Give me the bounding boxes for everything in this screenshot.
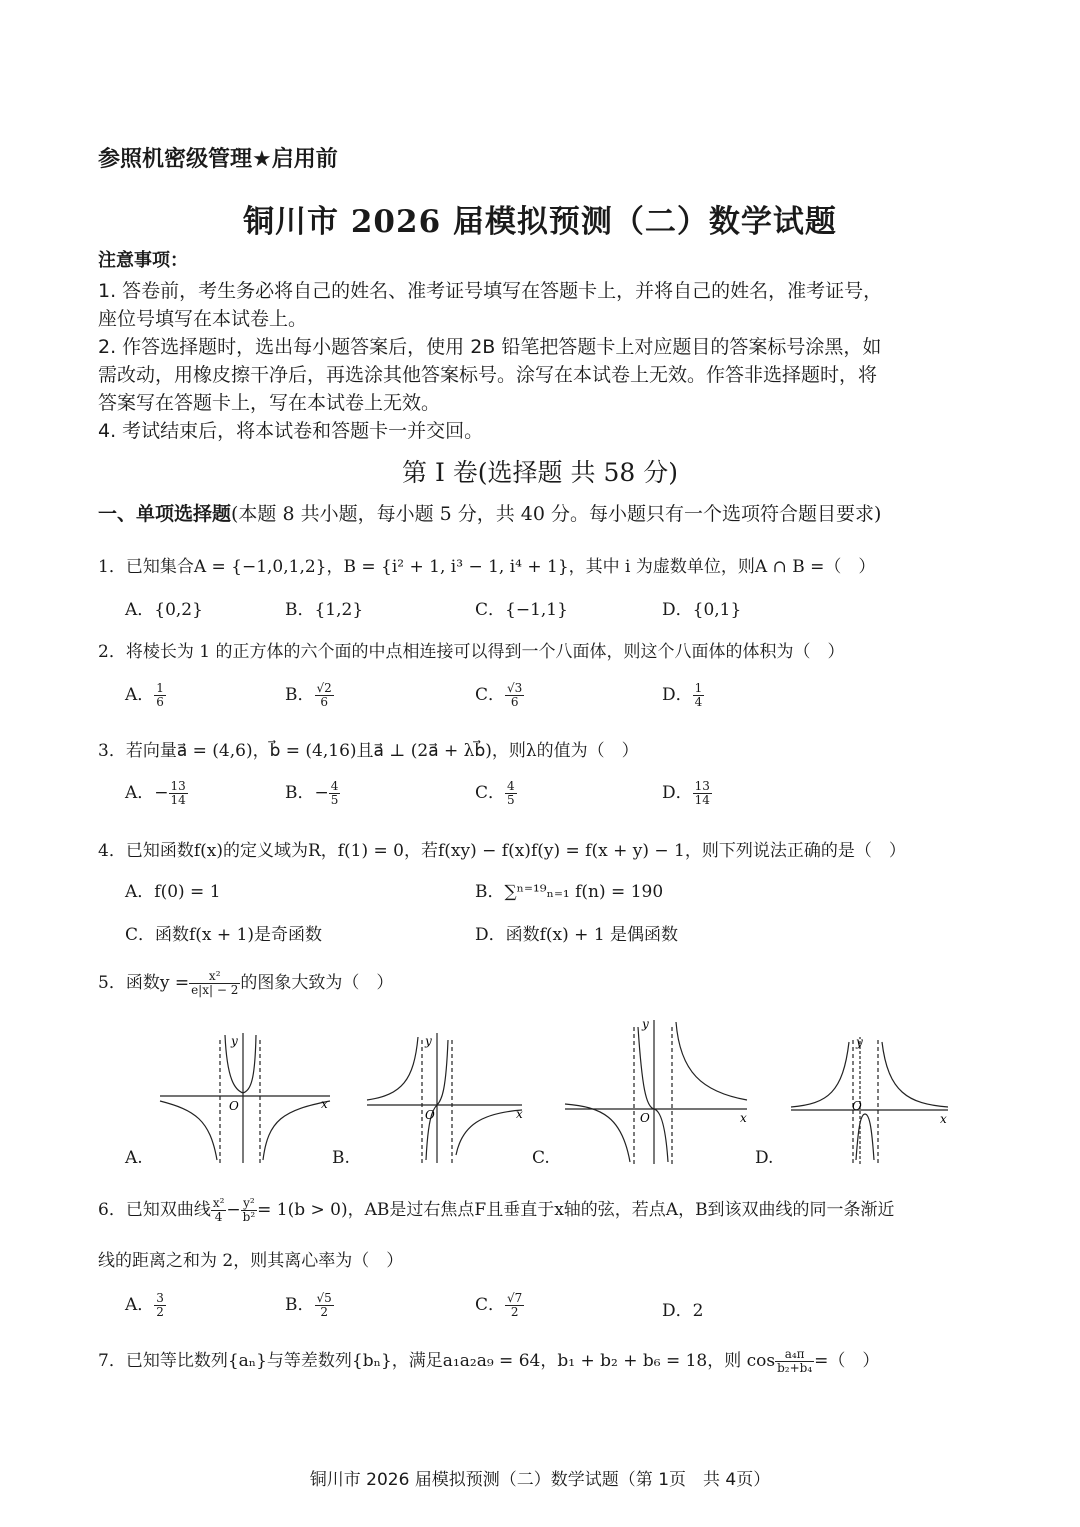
question-6-line2: 线的距离之和为 2，则其离心率为（ ） — [98, 1251, 404, 1271]
q5-option-c: C. — [532, 1148, 550, 1168]
numerator: 13 — [694, 779, 710, 793]
origin-label: O — [229, 1099, 239, 1113]
q1-option-d: D．{0,1} — [662, 600, 742, 620]
denominator: 14 — [170, 793, 186, 807]
graph-b — [362, 1025, 532, 1165]
q6-option-d: D．2 — [662, 1301, 704, 1321]
q3-option-b — [285, 778, 340, 807]
q2-option-a — [125, 680, 166, 709]
numerator: √5 — [316, 1291, 332, 1305]
q4-option-c: C．函数f(x + 1)是奇函数 — [125, 925, 323, 945]
denominator: 4 — [214, 1210, 223, 1224]
fraction — [505, 780, 517, 807]
denominator: 6 — [510, 695, 519, 709]
q7-suffix: =（ ） — [814, 1351, 880, 1371]
option-label: B．− — [285, 783, 329, 803]
denominator: e|x| − 2 — [191, 983, 239, 997]
q1-option-c: C．{−1,1} — [475, 600, 568, 620]
question-7 — [98, 1346, 879, 1375]
section-title: 一、单项选择题 — [98, 503, 232, 525]
y-axis-label: y — [425, 1034, 432, 1048]
notice-line: 答案写在答题卡上，写在本试卷上无效。 — [98, 392, 441, 414]
q4-option-a: A．f(0) = 1 — [125, 882, 221, 902]
option-label: C． — [475, 1295, 506, 1315]
q1-option-b: B．{1,2} — [285, 600, 364, 620]
fraction — [693, 780, 712, 807]
q3-option-d — [662, 778, 712, 807]
fraction — [154, 1292, 166, 1319]
numerator: x² — [212, 1196, 225, 1210]
numerator: 3 — [156, 1291, 164, 1305]
denominator: 2 — [156, 1305, 164, 1319]
q5-prefix: 5．函数y = — [98, 973, 190, 993]
fraction — [775, 1348, 814, 1375]
q6-suffix: = 1(b > 0)，AB是过右焦点F且垂直于x轴的弦，若点A，B到该双曲线的同一条渐近 — [257, 1200, 895, 1220]
x-axis-label: x — [516, 1107, 523, 1121]
section-desc: (本题 8 共小题，每小题 5 分，共 40 分。每小题只有一个选项符合题目要求) — [231, 503, 882, 525]
numerator: √7 — [507, 1291, 523, 1305]
numerator: x² — [189, 970, 240, 984]
notice-heading: 注意事项： — [98, 250, 188, 271]
origin-label: O — [425, 1108, 435, 1122]
y-axis-label: y — [642, 1017, 649, 1031]
numerator: 13 — [170, 779, 186, 793]
x-axis-label: x — [740, 1111, 747, 1125]
question-5 — [98, 968, 393, 997]
fraction — [329, 780, 341, 807]
question-6 — [98, 1195, 895, 1224]
q6-option-b — [285, 1290, 334, 1319]
option-label: C． — [475, 783, 506, 803]
option-label: D． — [662, 783, 693, 803]
numerator: √3 — [507, 681, 523, 695]
notice-line: 座位号填写在本试卷上。 — [98, 308, 308, 330]
fraction — [169, 780, 188, 807]
notice-line: 4. 考试结束后，将本试卷和答题卡一并交回。 — [98, 420, 484, 442]
option-label: B． — [285, 685, 315, 705]
notice-line: 2. 作答选择题时，选出每小题答案后，使用 2B 铅笔把答题卡上对应题目的答案标号涂黑，如 — [98, 336, 882, 358]
denominator: 2 — [510, 1305, 519, 1319]
x-axis-label: x — [321, 1097, 328, 1111]
fraction — [693, 682, 705, 709]
q6-prefix: 6．已知双曲线 — [98, 1200, 211, 1220]
q3-option-a — [125, 778, 188, 807]
q2-option-d — [662, 680, 704, 709]
question-1: 1．已知集合A = {−1,0,1,2}，B = {i² + 1, i³ − 1, i⁴ + 1}，其中 i 为虚数单位，则A ∩ B =（ ） — [98, 557, 876, 577]
notice-line: 需改动，用橡皮擦干净后，再选涂其他答案标号。涂写在本试卷上无效。作答非选择题时，将 — [98, 364, 878, 386]
option-label: C． — [475, 685, 506, 705]
q5-option-b: B. — [332, 1148, 350, 1168]
volume-heading: 第 I 卷(选择题 共 58 分) — [402, 458, 678, 487]
option-label: D． — [662, 685, 693, 705]
confidentiality-note: 参照机密级管理★启用前 — [98, 147, 338, 172]
fraction — [315, 682, 334, 709]
section-heading — [98, 499, 881, 526]
fraction — [189, 970, 240, 997]
graph-a — [155, 1025, 340, 1165]
denominator: 4 — [694, 695, 703, 709]
denominator: 6 — [320, 695, 328, 709]
q6-option-c — [475, 1290, 524, 1319]
q5-option-d: D. — [755, 1148, 774, 1168]
x-axis-label: x — [940, 1112, 947, 1126]
numerator: 4 — [507, 779, 515, 793]
q4-option-b: B．∑ⁿ⁼¹⁹ₙ₌₁ f(n) = 190 — [475, 882, 664, 902]
q6-option-a — [125, 1290, 166, 1319]
q7-prefix: 7．已知等比数列{aₙ}与等差数列{bₙ}，满足a₁a₂a₉ = 64，b₁ + b₂ + b₆ = 18，则 cos — [98, 1351, 776, 1371]
y-axis-label: y — [231, 1034, 238, 1048]
fraction — [154, 682, 166, 709]
q5-option-a: A. — [125, 1148, 143, 1168]
numerator: 1 — [694, 681, 703, 695]
question-3: 3．若向量a⃗ = (4,6)，b⃗ = (4,16)且a⃗ ⊥ (2a⃗ + λb⃗)，则λ的值为（ ） — [98, 741, 639, 761]
q2-option-c — [475, 680, 524, 709]
denominator: 5 — [330, 793, 339, 807]
denominator: b² — [242, 1210, 256, 1224]
question-2: 2．将棱长为 1 的正方体的六个面的中点相连接可以得到一个八面体，则这个八面体的体积为（ ） — [98, 642, 845, 662]
numerator: y² — [241, 1197, 258, 1211]
q2-option-b — [285, 680, 334, 709]
option-label: A．− — [125, 783, 169, 803]
q3-option-c — [475, 778, 517, 807]
denominator: b₂+b₄ — [777, 1361, 813, 1375]
option-label: A． — [125, 685, 155, 705]
denominator: 2 — [320, 1305, 328, 1319]
page-footer: 铜川市 2026 届模拟预测（二）数学试题（第 1页 共 4页） — [309, 1470, 771, 1490]
fraction — [241, 1197, 258, 1224]
exam-title: 铜川市 2026 届模拟预测（二）数学试题 — [243, 204, 837, 240]
origin-label: O — [852, 1099, 862, 1113]
origin-label: O — [640, 1111, 650, 1125]
q5-suffix: 的图象大致为（ ） — [240, 973, 394, 993]
question-4: 4．已知函数f(x)的定义域为R，f(1) = 0，若f(xy) − f(x)f(y) = f(x + y) − 1，则下列说法正确的是（ ） — [98, 841, 906, 861]
graph-d — [788, 1032, 958, 1167]
denominator: 6 — [156, 695, 164, 709]
numerator: 4 — [330, 779, 339, 793]
fraction — [505, 682, 524, 709]
fraction — [211, 1197, 227, 1224]
denominator: 5 — [507, 793, 515, 807]
option-label: A． — [125, 1295, 155, 1315]
denominator: 14 — [694, 793, 710, 807]
graph-c — [562, 1012, 757, 1167]
minus-sign: − — [226, 1200, 241, 1220]
y-axis-label: y — [856, 1035, 863, 1049]
numerator: a₄π — [775, 1348, 814, 1362]
fraction — [505, 1292, 524, 1319]
fraction — [315, 1292, 334, 1319]
q1-option-a: A．{0,2} — [125, 600, 203, 620]
option-label: B． — [285, 1295, 315, 1315]
q4-option-d: D．函数f(x) + 1 是偶函数 — [475, 925, 679, 945]
notice-line: 1. 答卷前，考生务必将自己的姓名、准考证号填写在答题卡上，并将自己的姓名，准考证号， — [98, 280, 883, 302]
numerator: √2 — [316, 681, 332, 695]
numerator: 1 — [156, 681, 164, 695]
